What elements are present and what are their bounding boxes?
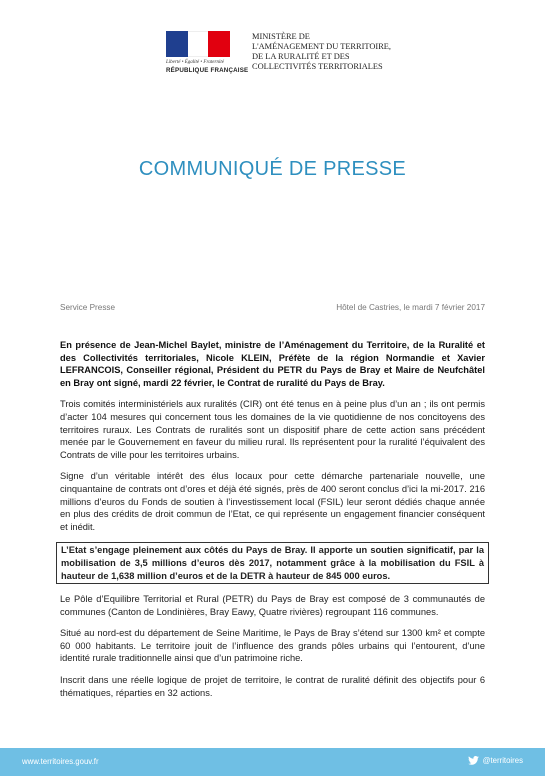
- ministry-line: L'AMÉNAGEMENT DU TERRITOIRE,: [252, 42, 391, 51]
- tricolor-flag-icon: [166, 31, 230, 57]
- page-title: COMMUNIQUÉ DE PRESSE: [138, 158, 407, 180]
- press-meta: [60, 303, 485, 312]
- republique-francaise-logo: [166, 31, 249, 77]
- ministry-line: MINISTÈRE DE: [252, 32, 310, 41]
- ministry-line: COLLECTIVITÉS TERRITORIALES: [252, 62, 383, 71]
- body-paragraph: Signe d’un véritable intérêt des élus locaux pour cette démarche partenariale nouvelle, une cinquantaine de contrats ont d’ores et déjà été signés, près de 400 seront conclus d’ici la mi-2017. 216 millions d’euros du Fonds de soutien à l’investissement local (FSIL) leur seront dédiés chaque année en plus des crédits de droit commun de l’Etat, ce qui représente un engagement financier conséquent et inédit.: [60, 471, 485, 532]
- twitter-handle: @territoires: [482, 756, 523, 765]
- twitter-bird-icon: [468, 756, 479, 765]
- ministry-name: [252, 32, 391, 72]
- body-paragraph: Trois comités interministériels aux ruralités (CIR) ont été tenus en à peine plus d’un an ; ils ont permis d’acter 104 mesures qui concernent tous les domaines de la vie quotidienne de nos concitoyens des territoires ruraux. Les Contrats de ruralités sont un dispositif phare de cette action sans précédent menée par le Gouvernement en faveur du milieu rural. Ils représentent pour la ruralité l’équivalent des Contrats de ville pour les territoires urbains.: [60, 399, 485, 460]
- press-release-body: [60, 339, 485, 708]
- footer-twitter-link[interactable]: [468, 756, 523, 765]
- service-label: Service Presse: [60, 303, 116, 312]
- footer-band: [0, 748, 545, 776]
- logo-republic: RÉPUBLIQUE FRANÇAISE: [166, 67, 249, 74]
- highlight-paragraph: L’Etat s’engage pleinement aux côtés du Pays de Bray. Il apporte un soutien significatif, par la mobilisation de 3,5 millions d’euros dès 2017, notamment grâce à la mobilisation du FSIL à hauteur de 1,638 million d’euros et de la DETR à hauteur de 845 000 euros.: [56, 542, 489, 584]
- lead-paragraph: En présence de Jean-Michel Baylet, ministre de l’Aménagement du Territoire, de la Ruralité et des Collectivités territoriales, Nicole KLEIN, Préfète de la région Normandie et Xavier LEFRANCOIS, Conseiller régional, Président du PETR du Pays de Bray et Maire de Neufchâtel en Bray ont signé, mardi 22 février, le Contrat de ruralité du Pays de Bray.: [60, 340, 485, 388]
- place-date: Hôtel de Castries, le mardi 7 février 2017: [336, 303, 485, 312]
- body-paragraph: Situé au nord-est du département de Seine Maritime, le Pays de Bray s’étend sur 1300 km² et compte 60 000 habitants. Le territoire jouit de l’influence des grands pôles urbains qui l’entourent, d’une identité rurale traditionnelle ainsi que d’un patrimoine riche.: [60, 628, 485, 664]
- footer-url-link[interactable]: www.territoires.gouv.fr: [22, 757, 99, 766]
- body-paragraph: Le Pôle d’Equilibre Territorial et Rural (PETR) du Pays de Bray est composé de 3 communautés de communes (Canton de Londinières, Bray Eawy, Quatre rivières) regroupant 116 communes.: [60, 594, 485, 617]
- logo-motto: Liberté • Égalité • Fraternité: [166, 60, 224, 65]
- ministry-line: DE LA RURALITÉ ET DES: [252, 52, 350, 61]
- body-paragraph: Inscrit dans une réelle logique de projet de territoire, le contrat de ruralité définit des objectifs pour 6 thématiques, réparties en 32 actions.: [60, 675, 485, 698]
